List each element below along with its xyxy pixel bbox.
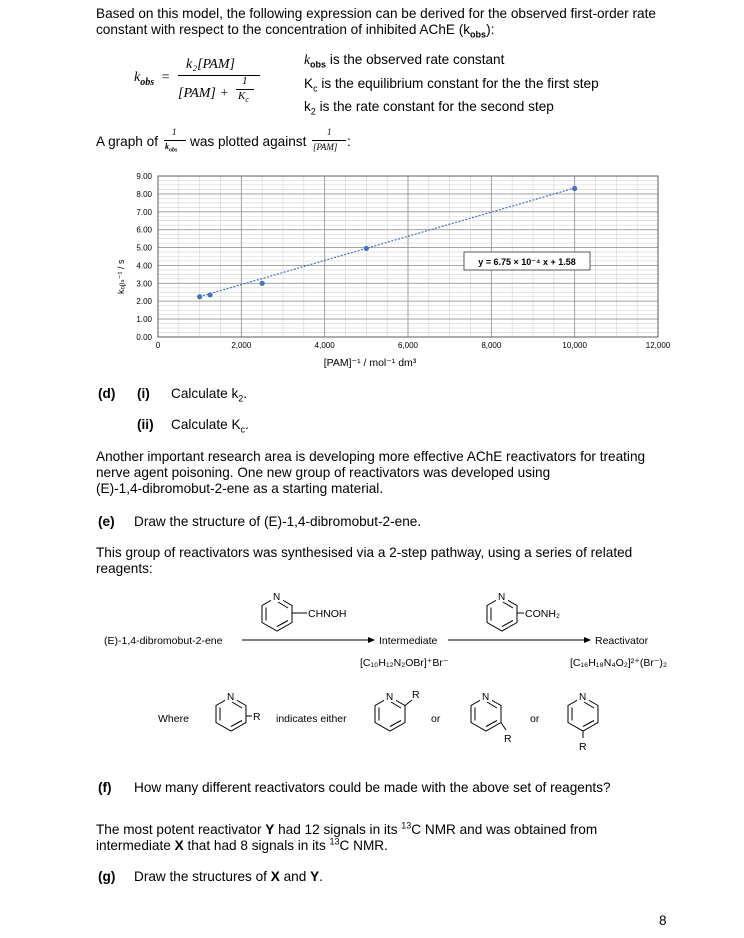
- data-point: [572, 186, 577, 191]
- x-tick-label: 8,000: [481, 341, 502, 350]
- equation-numerator: k₂[PAM]: [186, 57, 235, 72]
- svg-text:N: N: [482, 692, 490, 703]
- data-point: [207, 292, 212, 297]
- pyridine-3-substituted: [471, 689, 512, 745]
- x-tick-label: 6,000: [397, 341, 419, 350]
- svg-text:R: R: [253, 711, 261, 723]
- data-point: [364, 246, 369, 251]
- pyridine-2-substituted: [375, 689, 420, 731]
- y-tick-label: 0.00: [136, 333, 152, 342]
- data-point: [197, 294, 202, 299]
- svg-text:CONH₂: CONH₂: [525, 608, 560, 620]
- reactivator-label: Reactivator: [595, 635, 649, 647]
- y-tick-label: 1.00: [136, 315, 152, 325]
- data-point: [260, 281, 265, 286]
- y-tick-label: 7.00: [136, 207, 152, 217]
- x-tick-label: 10,000: [562, 341, 587, 350]
- svg-text:N: N: [227, 692, 235, 703]
- y-tick-label: 2.00: [136, 297, 152, 307]
- starting-material: (E)-1,4-dibromobut-2-ene: [104, 635, 223, 647]
- arrow-step-2: [448, 637, 591, 643]
- y-tick-label: 9.00: [136, 172, 152, 181]
- y-tick-label: 3.00: [136, 279, 152, 289]
- definition-kobs: $k_{obs}$ is the observed rate constant: [304, 52, 505, 70]
- y-tick-label: 8.00: [136, 189, 152, 199]
- svg-text:N: N: [273, 592, 281, 603]
- x-tick-label: 12,000: [645, 341, 671, 350]
- svg-text:or: or: [431, 713, 441, 725]
- x-tick-label: 0: [155, 341, 161, 350]
- y-tick-label: 6.00: [136, 225, 152, 235]
- y-tick-label: 4.00: [136, 261, 152, 271]
- svg-text:or: or: [530, 713, 540, 725]
- svg-text:N: N: [386, 692, 394, 703]
- research-paragraph: Another important research area is developing more effective AChE reactivators for treating nerve agent poisoning. One new group of reactivators was developed using (E)-1,4-dibromobut-2-ene as a starting material.: [96, 449, 646, 496]
- y-axis-label: kₒᵦₛ⁻¹ / s: [116, 259, 126, 294]
- x-tick-label: 4,000: [314, 341, 335, 350]
- reaction-scheme: [96, 578, 696, 678]
- equation-box: [464, 252, 590, 270]
- svg-text:R: R: [504, 733, 512, 745]
- svg-text:N: N: [579, 692, 587, 703]
- arrow-step-1: [242, 637, 375, 643]
- potent-paragraph: The most potent reactivator Y had 12 signals in its $^{13}$C NMR and was obtained from intermediate X that had 8 signals in its $^{13}$C NMR.: [96, 820, 598, 853]
- svg-text:Where: Where: [158, 713, 189, 725]
- y-tick-label: 5.00: [136, 243, 152, 253]
- equation-denominator: [PAM] +: [178, 86, 229, 101]
- intermediate-label: Intermediate: [379, 635, 438, 647]
- svg-text:N: N: [498, 592, 506, 603]
- page-number: 8: [659, 913, 667, 928]
- pathway-intro: This group of reactivators was synthesised via a 2-step pathway, using a series of related reagents:: [96, 545, 633, 576]
- fraction-bar: [178, 75, 260, 76]
- intro-text: Based on this model, the following expression can be derived for the observed first-order rate constant with respect to the concentration of inhibited AChE $(k_{obs})$:: [96, 6, 656, 40]
- substituent-legend: [150, 684, 630, 770]
- svg-text:R: R: [579, 741, 587, 753]
- svg-text:CHNOH: CHNOH: [308, 608, 347, 620]
- svg-text:R: R: [412, 689, 420, 701]
- intermediate-formula: [C₁₀H₁₂N₂OBr]⁺Br⁻: [360, 657, 449, 669]
- svg-text:indicates either: indicates either: [276, 713, 347, 725]
- generic-pyridine-structure: [216, 689, 261, 731]
- definition-kc: $K_c$ is the equilibrium constant for the the first step: [304, 76, 599, 94]
- definition-k2: $k_2$ is the rate constant for the second step: [304, 99, 554, 117]
- pyridine-amide-structure: [487, 589, 560, 631]
- x-tick-label: 2,000: [231, 341, 252, 350]
- trendline-equation: y = 6.75 × 10⁻⁴ x + 1.58: [478, 257, 576, 267]
- rate-chart: [110, 166, 690, 376]
- x-axis-label: [PAM]⁻¹ / mol⁻¹ dm³: [323, 357, 417, 369]
- pyridine-aldoxime-structure: [262, 589, 347, 631]
- pyridine-4-substituted: [568, 689, 598, 753]
- reactivator-formula: [C₁₆H₁₈N₄O₂]²⁺(Br⁻)₂: [570, 657, 667, 669]
